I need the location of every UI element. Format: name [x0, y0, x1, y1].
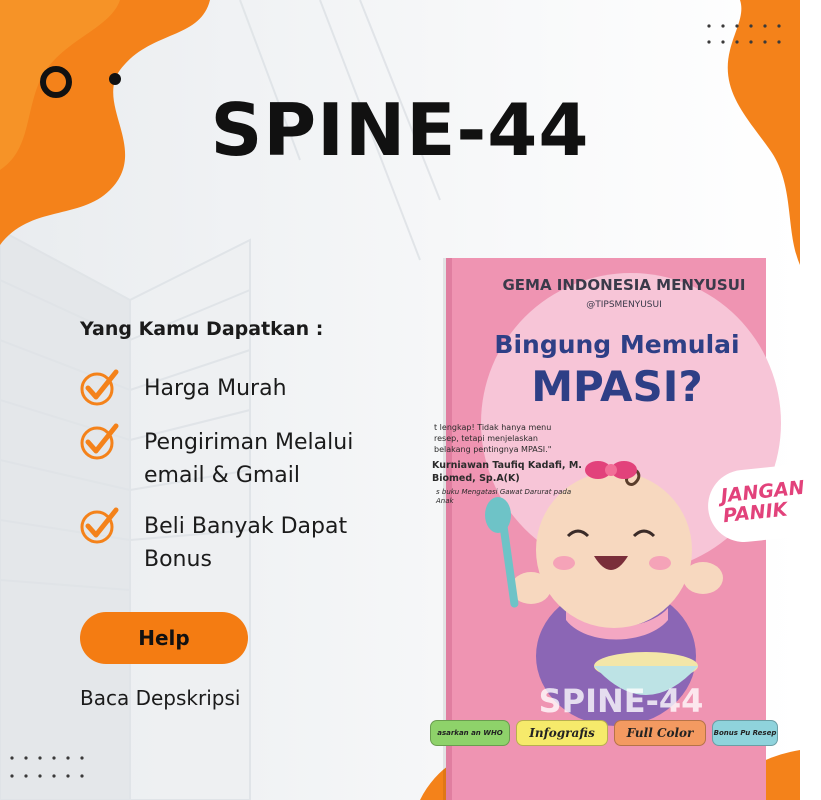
book-cover-image — [432, 258, 806, 800]
book-tag: Infografis — [516, 720, 608, 746]
benefit-label: Beli Banyak Dapat Bonus — [144, 514, 348, 572]
benefit-item — [78, 372, 418, 408]
benefit-label: Harga Murah — [144, 376, 287, 401]
book-blurb: t lengkap! Tidak hanya menu resep, tetapi menjelaskan belakang pentingnya MPASI." — [434, 423, 552, 454]
book-watermark: SPINE-44 — [538, 682, 704, 720]
benefit-item — [78, 510, 418, 576]
check-circle-icon — [78, 366, 120, 408]
book-tag: Bonus Pu Resep — [712, 720, 778, 746]
book-badge: JANGAN PANIK — [705, 462, 821, 545]
dot-grid-top-right — [705, 22, 785, 52]
read-description-link[interactable]: Baca Depskripsi — [80, 686, 241, 710]
check-circle-icon — [78, 420, 120, 462]
benefit-item — [78, 426, 418, 492]
benefit-label: Pengiriman Melalui email & Gmail — [144, 430, 354, 488]
dot-grid-bottom-left — [8, 754, 88, 794]
book-tag: asarkan an WHO — [430, 720, 510, 746]
page-title: SPINE-44 — [210, 88, 590, 172]
book-author: Kurniawan Taufiq Kadafi, M. Biomed, Sp.A(K) — [432, 460, 582, 484]
help-button[interactable]: Help — [80, 612, 248, 664]
check-circle-icon — [78, 504, 120, 546]
book-title-line2: MPASI? — [531, 362, 703, 411]
book-tag: Full Color — [614, 720, 706, 746]
book-publisher: GEMA INDONESIA MENYUSUI — [502, 276, 746, 294]
benefits-list — [78, 372, 418, 594]
benefits-heading: Yang Kamu Dapatkan : — [80, 318, 324, 340]
book-handle: @TIPSMENYUSUI — [586, 300, 662, 310]
book-author-note: s buku Mengatasi Gawat Darurat pada Anak — [436, 488, 572, 505]
book-title-line1: Bingung Memulai — [494, 330, 740, 359]
